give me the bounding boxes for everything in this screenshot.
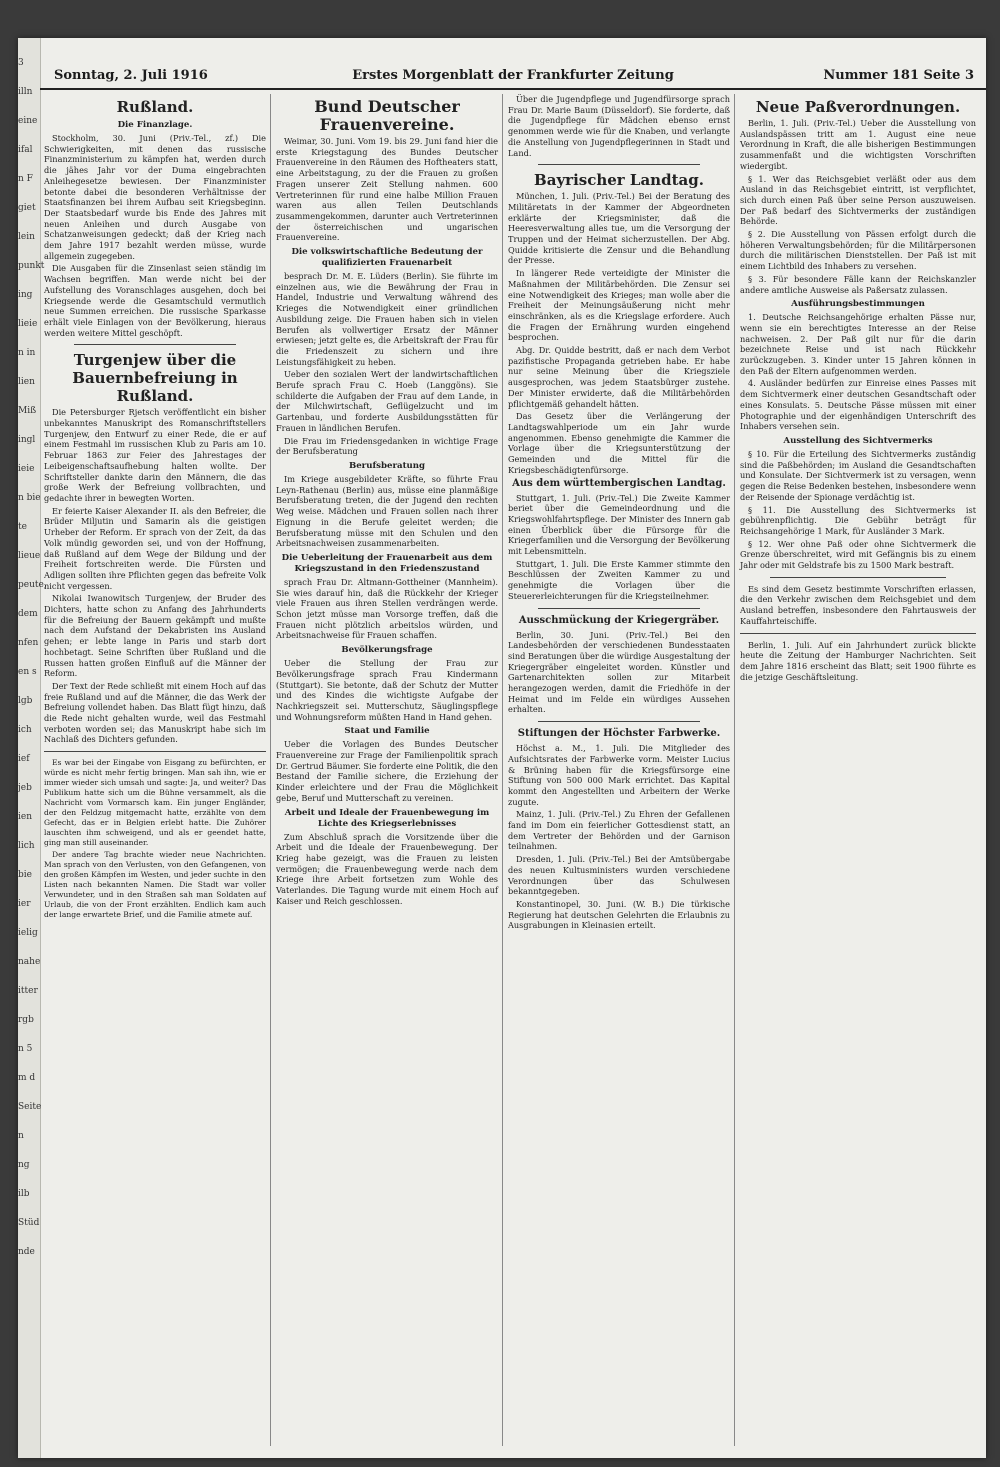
paragraph: Berlin, 30. Juni. (Priv.-Tel.) Bei den Landesbehörden der verschiedenen Bundesstaaten sind Beratungen über die würdige Ausgestaltung der Kriegergräber eingeleitet worden. Künstler und Gartenarchitekten sollen zur Mitarbeit herangezogen werden, damit die Friedhöfe in der Heimat und im Felde ein würdiges Aussehen erhalten. [508, 629, 730, 715]
margin-fragment: punkt [18, 261, 45, 271]
margin-fragment: lieie [18, 319, 38, 329]
headline-frauenvereine: Bund Deutscher Frauenvereine. [314, 97, 460, 134]
headline-kriegergraeber: Ausschmückung der Kriegergräber. [518, 614, 720, 626]
margin-fragment: dem [18, 609, 38, 619]
column-rule [270, 94, 271, 1446]
column-4 [740, 94, 976, 1448]
headline-russia: Rußland. [116, 98, 194, 116]
paragraph: Dresden, 1. Juli. (Priv.-Tel.) Bei der Amtsübergabe des neuen Kultusministers wurden verschiedene Verordnungen über das Schulwesen bekanntgegeben. [508, 854, 730, 897]
paragraph: § 10. Für die Erteilung des Sichtvermerks zuständig sind die Paßbehörden; im Ausland die Gesandtschaften und Konsulate. Der Sichtvermerk ist zu versagen, wenn gegen die Reise Bedenken bestehen, insbesondere wenn der Reisende der Spionage verdächtig ist. [740, 448, 976, 502]
masthead-paper: Erstes Morgenblatt der Frankfurter Zeitung [352, 68, 674, 83]
headline-passverordnungen: Neue Paßverordnungen. [755, 98, 961, 116]
headline-bayern: Bayrischer Landtag. [534, 171, 704, 190]
margin-fragment: ief [18, 754, 30, 764]
headline-farbwerke: Stiftungen der Höchster Farbwerke. [517, 728, 721, 740]
newspaper-page [18, 38, 986, 1458]
paragraph: Ueber die Stellung der Frau zur Bevölkerungsfrage sprach Frau Kindermann (Stuttgart). Sie betonte, daß der Schutz der Mutter und des Kindes die wichtigste Aufgabe der Nachkriegszeit sei. Mutterschutz, Säuglingspflege und Wohnungsreform müßten Hand in Hand gehen. [276, 658, 498, 722]
paragraph: Über die Jugendpflege und Jugendfürsorge sprach Frau Dr. Marie Baum (Düsseldorf). Sie forderte, daß die Jugendpflege für Mädchen ebenso ernst genommen werde wie für die Knaben, und verlangte die Anstellung von Jugendpflegerinnen in Stadt und Land. [508, 94, 730, 158]
margin-fragment: Miß [18, 406, 37, 416]
subhead: Ausstellung des Sichtvermerks [783, 435, 933, 446]
margin-fragment: ich [18, 725, 32, 735]
margin-fragment: illn [18, 87, 33, 97]
paragraph: Es sind dem Gesetz bestimmte Vorschriften erlassen, die den Verkehr zwischen dem Reichsgebiet und dem Ausland betreffen, insbesondere den Fahrtausweis der Kauffahrteischiffe. [740, 583, 976, 626]
paragraph: 4. Ausländer bedürfen zur Einreise eines Passes mit dem Sichtvermerk einer deutschen Gesandtschaft oder eines Konsulats. 5. Deutsche Pässe müssen mit einer Photographie und der eigenhändigen Unterschrift des Inhabers versehen sein. [740, 378, 976, 432]
margin-fragment: ng [18, 1160, 30, 1170]
masthead [40, 66, 986, 90]
paragraph: Der Text der Rede schließt mit einem Hoch auf das freie Rußland und auf die Männer, die das Werk der Befreiung vollendet haben. Das Blatt fügt hinzu, daß die Rede nicht gehalten wurde, weil das Festmahl verboten worden sei; das Manuskript habe sich im Nachlaß des Dichters gefunden. [44, 680, 266, 745]
paragraph: § 11. Die Ausstellung des Sichtvermerks ist gebührenpflichtig. Die Gebühr beträgt für Reichsangehörige 1 Mark, für Ausländer 3 Mark. [740, 504, 976, 536]
margin-fragment: nfen [18, 638, 39, 648]
margin-fragment: n bie [18, 493, 41, 503]
subhead-finance: Die Finanzlage. [117, 120, 193, 130]
margin-fragment: n 5 [18, 1044, 33, 1054]
margin-fragment: nde [18, 1247, 35, 1257]
paragraph: Das Gesetz über die Verlängerung der Landtagswahlperiode um ein Jahr wurde angenommen. Ebenso genehmigte die Kammer die Vorlage über die Kriegsunterstützung der Gemeinden und die Mittel für die Kriegsbeschädigtenfürsorge. [508, 411, 730, 475]
margin-fragment: jeb [18, 783, 32, 793]
margin-fragment: ifal [18, 145, 33, 155]
separator [740, 633, 976, 634]
subhead: Bevölkerungsfrage [341, 645, 433, 656]
paragraph: Er feierte Kaiser Alexander II. als den Befreier, die Brüder Miljutin und Samarin als die geistigen Urheber der Reform. Er sprach von der Zeit, da das Volk mündig geworden sei, und von der Hoffnung, daß Rußland auf dem Wege der Bildung und der Freiheit fortschreiten werde. Die Fürsten und Adligen sollten ihre Pflichten gegen das befreite Volk nicht vergessen. [44, 505, 266, 591]
paragraph: Die Ausgaben für die Zinsenlast seien ständig im Wachsen begriffen. Man werde nicht bei der Aufstellung des Voranschlages ausgehen, doch bei Kriegsende werde die Gesamtschuld vermutlich neue Summen erreichen. Die russische Sparkasse erhält viele Einlagen von der Bevölkerung, hieraus werden weitere Mittel geschöpft. [44, 263, 266, 338]
separator [538, 721, 700, 722]
separator [74, 344, 236, 345]
paragraph: München, 1. Juli. (Priv.-Tel.) Bei der Beratung des Militäretats in der Kammer der Abgeordneten erklärte der Kriegsminister, daß die Heeresverwaltung alles tue, um die Versorgung der Truppen und der Heimat sicherzustellen. Der Abg. Quidde kritisierte die Zensur und die Behandlung der Presse. [508, 191, 730, 266]
headline-turgenev: Turgenjew über die Bauernbefreiung in Rußland. [72, 351, 238, 406]
margin-fragment: eine [18, 116, 38, 126]
paragraph: Stuttgart, 1. Juli. Die Erste Kammer stimmte den Beschlüssen der Zweiten Kammer zu und genehmigte die Vorlagen über die Steuererleichterungen für die Kriegsteilnehmer. [508, 558, 730, 601]
paragraph: Höchst a. M., 1. Juli. Die Mitglieder des Aufsichtsrates der Farbwerke vorm. Meister Lucius & Brüning haben für die Kriegsfürsorge eine Stiftung von 500 000 Mark errichtet. Das Kapital kommt den Angestellten und Arbeitern der Werke zugute. [508, 743, 730, 807]
separator [44, 751, 266, 752]
paragraph: In längerer Rede verteidigte der Minister die Maßnahmen der Militärbehörden. Die Zensur sei eine Notwendigkeit des Krieges; man wolle aber die Freiheit der Meinungsäußerung nicht mehr einschränken, als es die Kriegslage erfordere. Auch die Fragen der Ernährung wurden eingehend besprochen. [508, 268, 730, 343]
paragraph: besprach Dr. M. E. Lüders (Berlin). Sie führte im einzelnen aus, wie die Bewährung der Frau in Handel, Industrie und Verwaltung während des Krieges die Notwendigkeit einer gründlichen Ausbildung zeige. Die Frauen haben sich in vielen Berufen als vollwertiger Ersatz der Männer erwiesen; jetzt gelte es, die Arbeitskraft der Frau für die Friedenszeit zu sichern und ihre Leistungsfähigkeit zu heben. [276, 271, 498, 367]
margin-fragment: 3 [18, 58, 24, 68]
margin-fragment: lich [18, 841, 35, 851]
margin-fragment: en s [18, 667, 37, 677]
margin-fragment: nahe [18, 957, 41, 967]
margin-fragment: lein [18, 232, 35, 242]
subhead: Berufsberatung [348, 460, 426, 471]
paragraph: § 12. Wer ohne Paß oder ohne Sichtvermerk die Grenze überschreitet, wird mit Gefängnis bis zu einem Jahr oder mit Geldstrafe bis zu 1500 Mark bestraft. [740, 538, 976, 571]
margin-fragment: Seite [18, 1102, 42, 1112]
column-2 [276, 94, 498, 1448]
margin-fragment: te [18, 522, 27, 532]
margin-fragment: ilb [18, 1189, 30, 1199]
paragraph: Ueber die Vorlagen des Bundes Deutscher Frauenvereine zur Frage der Familienpolitik sprach Dr. Gertrud Bäumer. Sie forderte eine Politik, die den Bestand der Familie sichere, die Erziehung der Kinder erleichtere und der Frau die Möglichkeit gebe, Beruf und Mutterschaft zu vereinen. [276, 739, 498, 803]
column-3 [508, 94, 730, 1448]
paragraph: Konstantinopel, 30. Juni. (W. B.) Die türkische Regierung hat deutschen Gelehrten die Erlaubnis zu Ausgrabungen in Kleinasien erteilt. [508, 899, 730, 931]
paragraph: Abg. Dr. Quidde bestritt, daß er nach dem Verbot pazifistische Propaganda getrieben habe. Er habe nur seine Meinung über die Kriegsziele ausgesprochen, was jedem Staatsbürger zustehe. Der Minister erwiderte, daß die Militärbehörden pflichtgemäß gehandelt hätten. [508, 345, 730, 409]
paragraph: Weimar, 30. Juni. Vom 19. bis 29. Juni fand hier die erste Kriegstagung des Bundes Deutscher Frauenvereine in den Räumen des Hoftheaters statt, eine Arbeitstagung, zu der die Frauen zu großen Fragen unserer Zeit Stellung nahmen. 600 Vertreterinnen für rund eine halbe Million Frauen waren aus allen Teilen Deutschlands zusammengekommen, darunter auch Vertreterinnen der österreichischen und ungarischen Frauenvereine. [276, 136, 498, 243]
feuilleton-paragraph: Es war bei der Eingabe von Eisgang zu befürchten, er würde es nicht mehr fertig bringen. Man sah ihn, wie er immer wieder sich umsah und sagte: Ja, und weiter? Das Publikum hatte sich um die Bühne versammelt, als die Nachricht vom Vormarsch kam. Ein junger Engländer, der den Feldzug mitgemacht hatte, erzählte von dem Gefecht, das er in Belgien erlebt hatte. Die Zuhörer lauschten ihm schweigend, und als er geendet hatte, ging man still auseinander. [44, 758, 266, 848]
margin-fragment: lgb [18, 696, 33, 706]
margin-fragment: rgb [18, 1015, 34, 1025]
paragraph: Zum Abschluß sprach die Vorsitzende über die Arbeit und die Ideale der Frauenbewegung. Der Krieg habe gezeigt, was die Frauen zu leisten vermögen; die Frauenbewegung werde nach dem Kriege ihre Arbeit fortsetzen zum Wohle des Vaterlandes. Die Tagung wurde mit einem Hoch auf Kaiser und Reich geschlossen. [276, 831, 498, 906]
margin-fragment: ingl [18, 435, 36, 445]
paragraph: Die Frau im Friedensgedanken in wichtige Frage der Berufsberatung [276, 435, 498, 457]
margin-fragment: ier [18, 899, 31, 909]
paragraph: Stuttgart, 1. Juli. (Priv.-Tel.) Die Zweite Kammer beriet über die Gemeindeordnung und die Kriegswohlfahrtspflege. Der Minister des Innern gab einen Überblick über die Fürsorge für die Kriegerfamilien und die Versorgung der Bevölkerung mit Lebensmitteln. [508, 492, 730, 557]
paragraph: Berlin, 1. Juli. Auf ein Jahrhundert zurück blickte heute die Zeitung der Hamburger Nachrichten. Seit dem Jahre 1816 erscheint das Blatt; seit 1900 führte es die jetzige Geschäftsleitung. [740, 639, 976, 682]
subhead: Arbeit und Ideale der Frauenbewegung im Lichte des Kriegserlebnisses [284, 807, 490, 829]
margin-fragment: itter [18, 986, 38, 996]
margin-fragment: m d [18, 1073, 36, 1083]
margin-fragment: ieie [18, 464, 35, 474]
masthead-number: Nummer 181 Seite 3 [823, 68, 974, 83]
paragraph: Im Kriege ausgebildeter Kräfte, so führte Frau Leyn-Rathenau (Berlin) aus, müsse eine planmäßige Berufsberatung treten, die der Jugend den rechten Weg weise. Mädchen und Frauen sollen nach ihrer Eignung in die Berufe geleitet werden; die Berufsberatung müsse mit den Schulen und den Arbeitsnachweisen zusammenarbeiten. [276, 473, 498, 549]
separator [538, 164, 700, 165]
margin-fragment: lieue [18, 551, 41, 561]
column-rule [502, 94, 503, 1446]
left-margin-strip [18, 38, 47, 1458]
feuilleton-paragraph: Der andere Tag brachte wieder neue Nachrichten. Man sprach von den Verlusten, von den Gefangenen, von den großen Kämpfen im Westen, und jeder suchte in den Listen nach bekannten Namen. Die Stadt war voller Verwundeter, und in den Straßen sah man Soldaten auf Urlaub, die von der Front erzählten. Endlich kam auch der lange erwartete Brief, und die Familie atmete auf. [44, 850, 266, 920]
margin-fragment: n [18, 1131, 24, 1141]
paragraph: Nikolai Iwanowitsch Turgenjew, der Bruder des Dichters, hatte schon zu Anfang des Jahrhunderts für die Befreiung der Bauern gekämpft und mußte nach dem Aufstand der Dekabristen ins Ausland gehen; er lebte lange in Paris und starb dort hochbetagt. Seine Schriften über Rußland und die Russen hatten großen Einfluß auf die Männer der Reform. [44, 593, 266, 679]
paragraph: Ueber den sozialen Wert der landwirtschaftlichen Berufe sprach Frau C. Hoeb (Langgöns). Sie schilderte die Aufgaben der Frau auf dem Lande, in der Milchwirtschaft, Geflügelzucht und im Gartenbau, und forderte Ausbildungsstätten für Frauen in ländlichen Berufen. [276, 369, 498, 433]
margin-fragment: n in [18, 348, 36, 358]
paragraph: Berlin, 1. Juli. (Priv.-Tel.) Ueber die Ausstellung von Auslandspässen tritt am 1. August eine neue Verordnung in Kraft, die alle bisherigen Bestimmungen zusammenfaßt und die wichtigsten Vorschriften wiedergibt. [740, 118, 976, 171]
paragraph: § 2. Die Ausstellung von Pässen erfolgt durch die höheren Verwaltungsbehörden; für die Militärpersonen durch die militärischen Dienststellen. Der Paß ist mit einem Lichtbild des Inhabers zu versehen. [740, 229, 976, 272]
paragraph: § 1. Wer das Reichsgebiet verläßt oder aus dem Ausland in das Reichsgebiet eintritt, ist verpflichtet, sich durch einen Paß über seine Person auszuweisen. Der Paß bedarf des Sichtvermerks der zuständigen Behörde. [740, 173, 976, 227]
subhead: Staat und Familie [344, 726, 430, 737]
masthead-date: Sonntag, 2. Juli 1916 [54, 68, 208, 83]
margin-fragment: bie [18, 870, 32, 880]
margin-fragment: Stüd [18, 1218, 40, 1228]
margin-fragment: giet [18, 203, 36, 213]
margin-fragment: ing [18, 290, 33, 300]
paragraph: Stockholm, 30. Juni (Priv.-Tel., zf.) Die Schwierigkeiten, mit denen das russische Finanzministerium zu kämpfen hat, werden durch die jähes Jahr vor der Duma eingebrachten Anleihegesetze bewiesen. Der Finanzminister betonte dabei die besonderen Verhältnisse der Staatsfinanzen bei ihrem Aufbau seit Kriegsbeginn. Der Staatsbedarf wurde bis Ende des Jahres mit neuen Anleihen und durch Ausgabe von Schatzanweisungen gedeckt; daß der Krieg nach dem Jahre 1917 bezahlt werden müsse, wurde allgemein zugegeben. [44, 133, 266, 261]
paragraph: § 3. Für besondere Fälle kann der Reichskanzler andere amtliche Ausweise als Paßersatz zulassen. [740, 273, 976, 295]
margin-fragment: peute, [18, 580, 47, 590]
column-rule [734, 94, 735, 1446]
paragraph: 1. Deutsche Reichsangehörige erhalten Pässe nur, wenn sie ein berechtigtes Interesse an der Reise nachweisen. 2. Der Paß gilt nur für die darin bezeichnete Reise und ist nach Rückkehr zurückzugeben. 3. Kinder unter 15 Jahren können in den Paß der Eltern aufgenommen werden. [740, 312, 976, 376]
margin-fragment: n F [18, 174, 33, 184]
paragraph: Mainz, 1. Juli. (Priv.-Tel.) Zu Ehren der Gefallenen fand im Dom ein feierlicher Gottesdienst statt, an dem Vertreter der Behörden und der Garnison teilnahmen. [508, 809, 730, 852]
margin-fragment: lien [18, 377, 35, 387]
headline-wuerttemberg: Aus dem württembergischen Landtag. [512, 477, 726, 489]
separator [538, 608, 700, 609]
margin-fragment: ien [18, 812, 33, 822]
paragraph: Die Petersburger Rjetsch veröffentlicht ein bisher unbekanntes Manuskript des Romanschriftstellers Turgenjew, den Entwurf zu einer Rede, die er auf einem Festmahl im russischen Klub zu Paris am 10. Februar 1863 zur Feier des Jahrestages der Leibeigenschaftsaufhebung halten wollte. Der Schriftsteller dankte darin den Männern, die das große Werk der Befreiung vollbrachten, und gedachte ihrer in bewegten Worten. [44, 407, 266, 503]
subhead: Ausführungsbestimmungen [791, 299, 925, 310]
subhead: Die volkswirtschaftliche Bedeutung der qualifizierten Frauenarbeit [291, 247, 483, 269]
subhead: Die Ueberleitung der Frauenarbeit aus dem Kriegszustand in den Friedenszustand [281, 552, 493, 574]
margin-fragment: ielig [18, 928, 38, 938]
separator [770, 577, 946, 578]
column-1 [44, 94, 266, 1448]
paragraph: sprach Frau Dr. Altmann-Gottheiner (Mannheim). Sie wies darauf hin, daß die Rückkehr der Krieger viele Frauen aus ihren Stellen verdrängen werde. Schon jetzt müsse man Vorsorge treffen, daß die Frauen nicht plötzlich arbeitslos würden, und Arbeitsnachweise für Frauen schaffen. [276, 576, 498, 641]
